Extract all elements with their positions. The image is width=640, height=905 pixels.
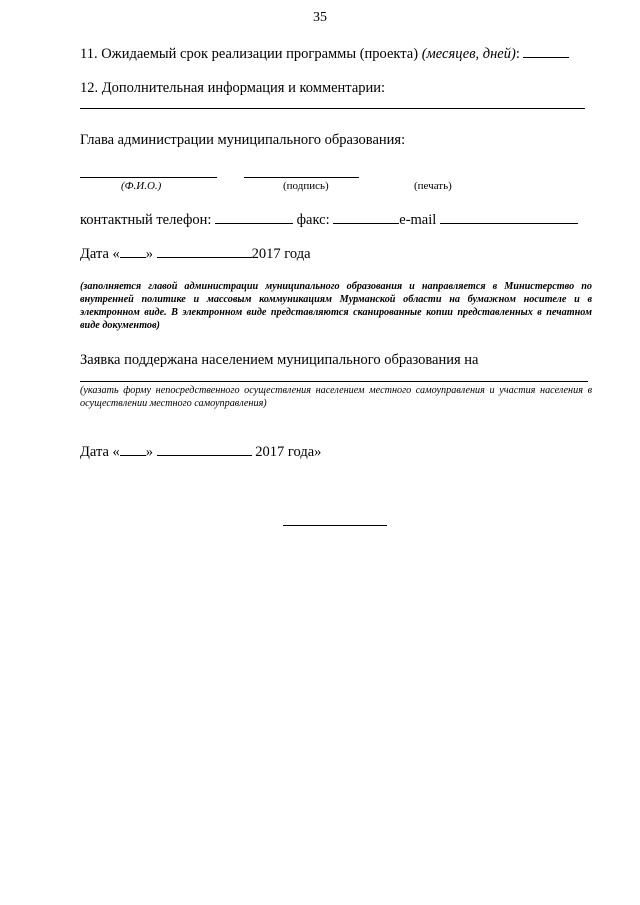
fax-label: факс: — [296, 212, 330, 228]
item-11-line — [80, 44, 569, 63]
item-11-text: 11. Ожидаемый срок реализации программы (проекта) — [80, 46, 422, 62]
fio-line[interactable] — [80, 177, 217, 178]
email-label: e-mail — [399, 212, 437, 228]
fax-blank[interactable] — [333, 210, 399, 224]
closing-separator — [283, 525, 387, 526]
item-11-units: (месяцев, дней) — [421, 46, 516, 62]
date-2-mid: » — [145, 444, 154, 460]
phone-label: контактный телефон: — [80, 212, 212, 228]
item-12-text: 12. Дополнительная информация и комментарии: — [80, 80, 386, 96]
date-1-suffix: 2017 года — [251, 246, 311, 262]
date-2-suffix: 2017 года» — [255, 444, 322, 460]
date-1-line — [80, 244, 311, 263]
item-11-colon: : — [515, 46, 520, 62]
comments-line[interactable] — [80, 108, 585, 109]
date-2-day-blank[interactable] — [120, 442, 146, 456]
date-2-month-blank[interactable] — [157, 442, 252, 456]
contacts-line — [80, 210, 578, 229]
page-number: 35 — [313, 10, 327, 25]
date-1-prefix: Дата « — [80, 246, 120, 262]
support-hint: (указать форму непосредственного осуществления населением местного самоуправления и участия населения в осуществлении местного самоуправления) — [80, 385, 592, 409]
support-form-line[interactable] — [80, 381, 588, 382]
head-title: Глава администрации муниципального образования: — [80, 132, 406, 148]
fill-note: (заполняется главой администрации муниципального образования и направляется в Министерство по внутренней политике и массовым коммуникациям Мурманской области на бумажном носителе и в электронном виде. В электронном виде представляются сканированные копии представленных в печатном виде документов) — [80, 281, 592, 331]
email-blank[interactable] — [440, 210, 578, 224]
date-2-prefix: Дата « — [80, 444, 120, 460]
date-2-line — [80, 442, 321, 461]
signature-line[interactable] — [244, 177, 359, 178]
caption-seal: (печать) — [414, 180, 452, 192]
duration-blank[interactable] — [523, 44, 569, 58]
phone-blank[interactable] — [215, 210, 293, 224]
caption-fio: (Ф.И.О.) — [121, 180, 162, 192]
date-1-month-blank[interactable] — [157, 244, 252, 258]
caption-signature: (подпись) — [283, 180, 329, 192]
date-1-mid: » — [145, 246, 154, 262]
date-1-day-blank[interactable] — [120, 244, 146, 258]
support-text: Заявка поддержана населением муниципального образования на — [80, 352, 479, 368]
